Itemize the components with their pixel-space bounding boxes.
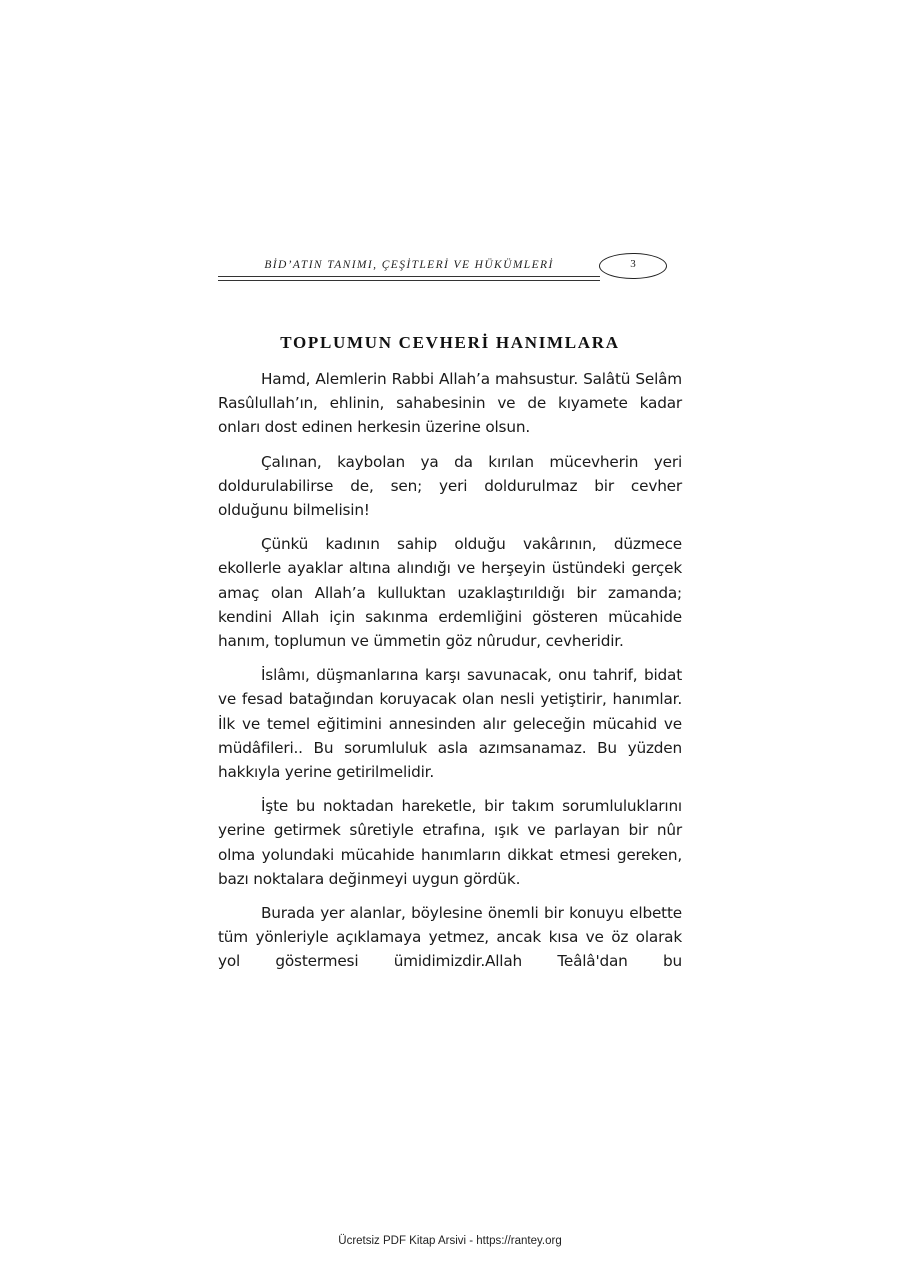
chapter-title: TOPLUMUN CEVHERİ HANIMLARA xyxy=(280,333,620,352)
header-rule-top xyxy=(218,276,600,277)
header-rule-bottom xyxy=(218,280,600,281)
paragraph-2: Çalınan, kaybolan ya da kırılan mücevherin yeri doldurulabilirse de, sen; yeri doldurulmaz bir cevher olduğunu bilmelisin! xyxy=(218,452,682,520)
running-title: BİD’ATIN TANIMI, ÇEŞİTLERİ VE HÜKÜMLERİ xyxy=(264,259,554,271)
paragraph-3: Çünkü kadının sahip olduğu vakârının, düzmece ekollerle ayaklar altına alındığı ve herşeyin üstündeki gerçek amaç olan Allah’a kulluktan uzaklaştırıldığı bir zamanda; kendini Allah için sakınma erdemliğini gösteren mücahide hanım, toplumun ve ümmetin göz nûrudur, cevheridir. xyxy=(218,535,682,651)
paragraph-4: İslâmı, düşmanlarına karşı savunacak, onu tahrif, bidat ve fesad batağından koruyacak olan nesli yetiştirir, hanımlar. İlk ve temel eğitimini annesinden alır geleceğin mücahid ve müdâfileri.. Bu sorumluluk asla azımsanamaz. Bu yüzden hakkıyla yerine getirilmelidir. xyxy=(218,666,682,782)
paragraph-5: İşte bu noktadan hareketle, bir takım sorumluluklarını yerine getirmek sûretiyle etrafına, ışık ve parlayan bir nûr olma yolundaki mücahide hanımların dikkat etmesi gereken, bazı noktalara değinmeyi uygun gördük. xyxy=(218,797,682,888)
body-text xyxy=(218,367,682,984)
footer-credit: Ücretsiz PDF Kitap Arsivi - https://rantey.org xyxy=(338,1235,562,1247)
running-header xyxy=(218,253,670,287)
page-number: 3 xyxy=(599,253,667,279)
paragraph-6: Burada yer alanlar, böylesine önemli bir konuyu elbette tüm yönleriyle açıklamaya yetmez, ancak kısa ve öz olarak yol göstermesi ümidimizdir.Allah Teâlâ'dan bu xyxy=(218,904,682,971)
paragraph-1: Hamd, Alemlerin Rabbi Allah’a mahsustur. Salâtü Selâm Rasûlullah’ın, ehlinin, sahabesinin ve de kıyamete kadar onları dost edinen herkesin üzerine olsun. xyxy=(218,370,682,437)
